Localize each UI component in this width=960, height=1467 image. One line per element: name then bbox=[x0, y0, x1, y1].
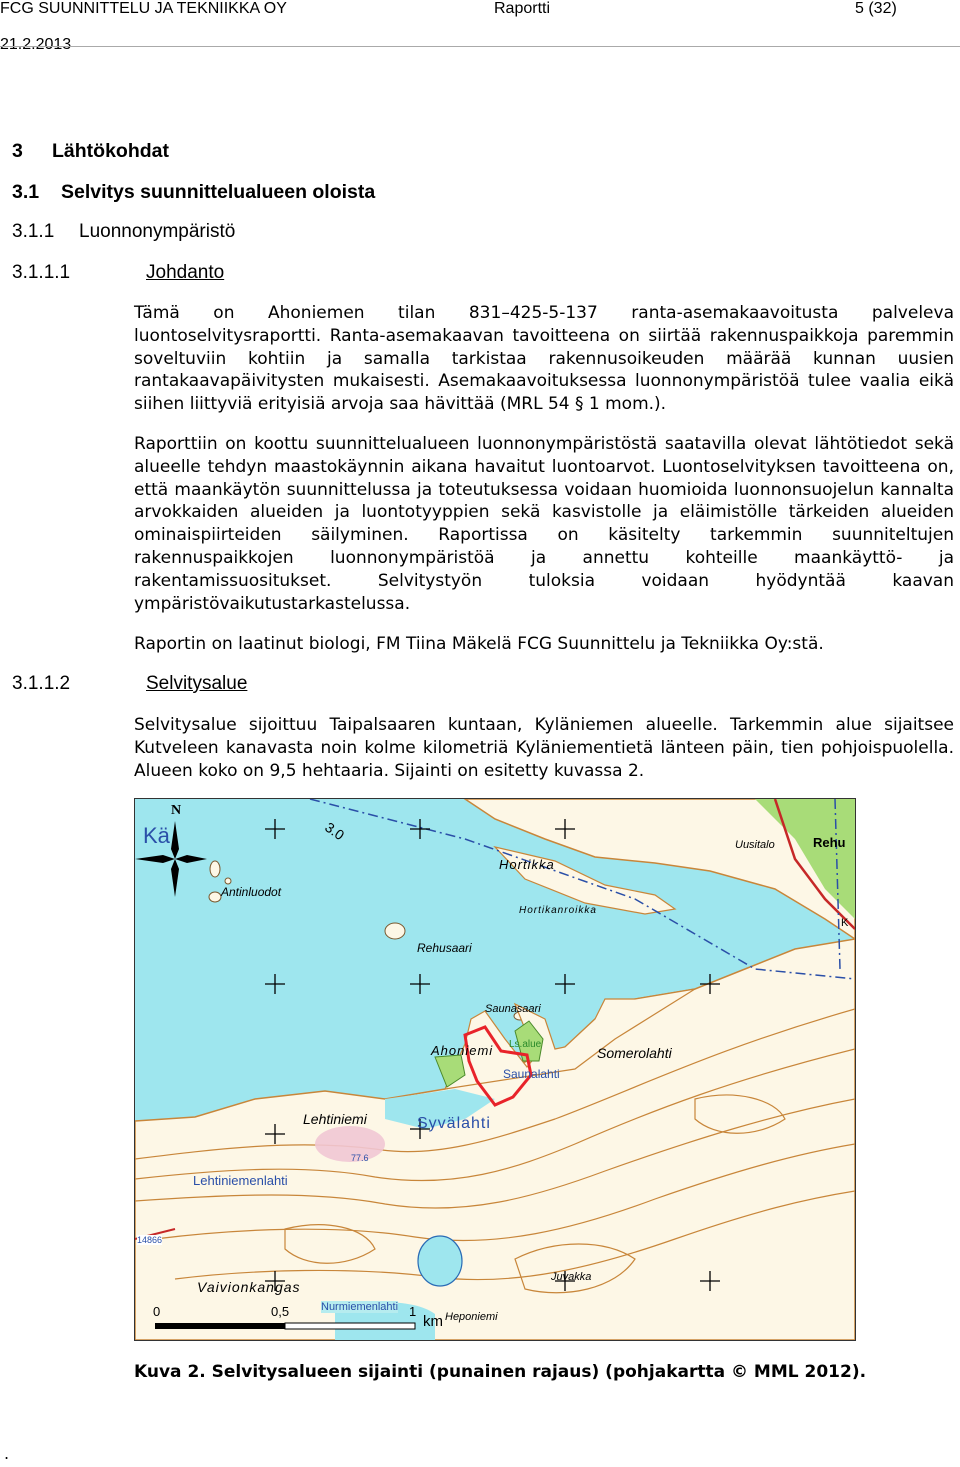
map-graphic bbox=[135, 799, 855, 1340]
figure-caption: Kuva 2. Selvitysalueen sijainti (punainen rajaus) (pohjakartta © MML 2012). bbox=[134, 1362, 867, 1382]
heading-1: Lähtökohdat bbox=[52, 140, 169, 162]
paragraph-sources: Raporttiin on koottu suunnittelualueen luonnonympäristöstä saatavilla olevat lähtötiedot sekä alueelle tehdyn maastokäynnin aikana havaitut luontoarvot. Luontoselvityksen tavoitteena on, että maankäytön suunnittelussa ja toteutuksessa voidaan huomioida luonnonsuojelun kannalta arvokkaiden alueiden ja luontotyyppien sekä kasvistolle ja eläimistölle tärkeiden alueiden ominaispiirteiden säilyminen. Raportissa on käsitelty tarkemmin suunniteltujen rakennuspaikkojen luonnonympäristöä ja annettu kohteille maankäyttö- ja rakentamissuositukset. Selvitystyön tuloksia voidaan hyödyntää kaavan ympäristövaikutustarkastelussa. bbox=[134, 434, 954, 614]
map-label-somerolahti: Somerolahti bbox=[597, 1045, 672, 1061]
heading-2: Selvitys suunnittelualueen oloista bbox=[61, 181, 376, 203]
heading-4b-number: 3.1.1.2 bbox=[12, 673, 71, 694]
map-label-hortikka: Hortikka bbox=[499, 857, 555, 872]
map-label-depth-2: 77.6 bbox=[351, 1153, 369, 1163]
map-label-road-number: 14866 bbox=[137, 1235, 163, 1245]
heading-2-number: 3.1 bbox=[12, 181, 40, 203]
paragraph-intro: Tämä on Ahoniemen tilan 831–425-5-137 ranta-asemakaavoitusta palveleva luontoselvitysraportti. Ranta-asemakaavan tavoitteena on siirtää rakennuspaikkoja paremmin soveltuviin kohtiin ja samalla tarkistaa rakennusoikeuden määrää kunnan uusien rantakaavapäivitysten mukaisesti. Asemakaavoituksessa luonnonympäristöä tulee vaalia eikä siihen liittyviä erityisiä arvoja saa hävittää (MRL 54 § 1 mom.). bbox=[134, 303, 954, 415]
heading-1-number: 3 bbox=[12, 140, 23, 162]
heading-4a: Johdanto bbox=[146, 262, 225, 283]
map-label-syvalahti: Syvälahti bbox=[417, 1115, 491, 1132]
map-depth-label: 3.0 bbox=[322, 818, 348, 844]
map-label-saunasaari: Saunasaari bbox=[485, 1003, 541, 1015]
header-page: 5 (32) bbox=[855, 0, 897, 17]
map-label-uusitalo: Uusitalo bbox=[735, 839, 775, 851]
map-label-rehu: Rehu bbox=[813, 835, 846, 850]
heading-3: Luonnonympäristö bbox=[79, 221, 236, 242]
map-label-juvakka: Juvakka bbox=[551, 1271, 592, 1283]
map-label-rehusaari: Rehusaari bbox=[417, 941, 472, 955]
map-label-nurmiemenlahti: Nurmiemenlahti bbox=[321, 1301, 399, 1313]
map-scale-half: 0,5 bbox=[271, 1304, 290, 1319]
header-date: 21.2.2013 bbox=[0, 36, 72, 53]
map-label-k: K bbox=[841, 917, 849, 929]
map-north-label: N bbox=[171, 803, 182, 818]
header-divider bbox=[0, 46, 960, 47]
map-scale-unit: km bbox=[423, 1313, 443, 1330]
map-label-lehtiniemenlahti: Lehtiniemenlahti bbox=[193, 1173, 288, 1188]
heading-3-number: 3.1.1 bbox=[12, 221, 55, 242]
heading-4a-number: 3.1.1.1 bbox=[12, 262, 71, 283]
paragraph-author: Raportin on laatinut biologi, FM Tiina Mäkelä FCG Suunnittelu ja Tekniikka Oy:stä. bbox=[134, 634, 824, 654]
map-label-vaivionkangas: Vaivionkangas bbox=[197, 1279, 301, 1295]
location-map bbox=[134, 798, 856, 1341]
header-doc-type: Raportti bbox=[494, 0, 551, 17]
map-label-antinluodot: Antinluodot bbox=[221, 885, 282, 899]
map-label-hortikanroikka: Hortikanroikka bbox=[519, 905, 597, 916]
map-scale-0: 0 bbox=[153, 1304, 161, 1319]
heading-4b: Selvitysalue bbox=[146, 673, 248, 694]
map-label-ahoniemi: Ahoniemi bbox=[431, 1043, 494, 1058]
map-label-saunalahti: Saunalahti bbox=[503, 1067, 560, 1081]
map-label-ls-alue: Ls.alue bbox=[509, 1039, 542, 1050]
paragraph-location: Selvitysalue sijoittuu Taipalsaaren kuntaan, Kyläniemen alueelle. Tarkemmin alue sijaitsee Kutveleen kanavasta noin kolme kilometriä Kyläniemen​tietä länteen päin, tien pohjoispuolella. Alueen koko on 9,5 hehtaaria. Sijainti on esitetty kuvassa 2. bbox=[134, 715, 954, 781]
map-scale-1: 1 bbox=[409, 1304, 417, 1319]
header-company: FCG SUUNNITTELU JA TEKNIIKKA OY bbox=[0, 0, 287, 17]
map-label-heponiemi: Heponiemi bbox=[445, 1311, 498, 1323]
map-label-lehtiniemi: Lehtiniemi bbox=[303, 1111, 367, 1127]
scale-bar bbox=[155, 1323, 415, 1329]
footer-mark: . bbox=[4, 1444, 10, 1463]
map-corner-label: Kä bbox=[143, 823, 170, 848]
